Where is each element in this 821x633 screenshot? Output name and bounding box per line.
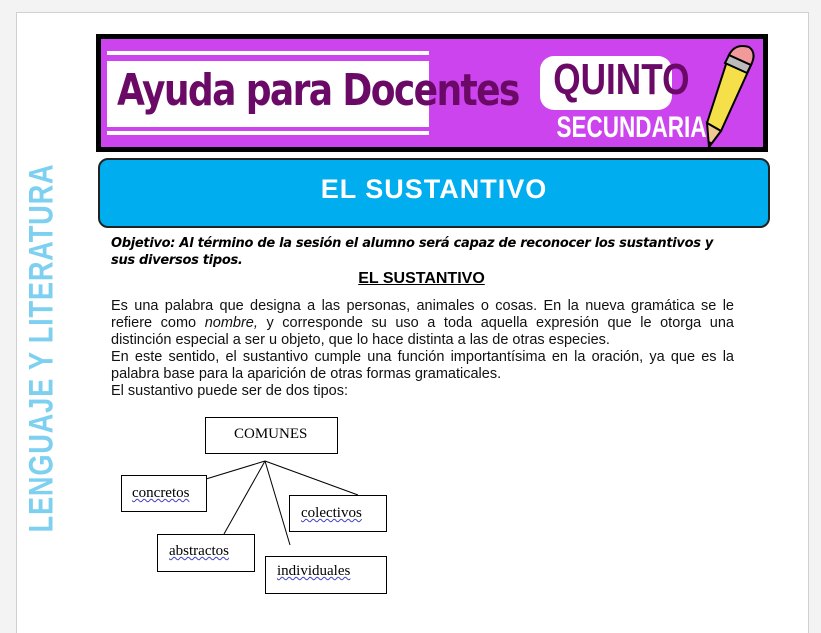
diagram-node: concretos bbox=[121, 475, 207, 512]
section-heading: EL SUSTANTIVO bbox=[358, 270, 485, 287]
subject-side-label: LENGUAJE Y LITERATURA bbox=[22, 163, 61, 533]
brand-logo-text: Ayuda para Docentes bbox=[117, 65, 519, 116]
paragraph-1: Es una palabra que designa a las personas, animales o cosas. En la nueva gramática se le refiere como nombre, y corresponde su uso a toda aquella expresión que le otorga una distinción especial a ser u objeto, que lo hace distinta a las de otras especies. bbox=[111, 298, 734, 348]
grade-label: QUINTO bbox=[553, 55, 690, 104]
diagram-node: abstractos bbox=[157, 534, 255, 572]
level-label: SECUNDARIA bbox=[556, 111, 707, 144]
objective-text: Objetivo: Al término de la sesión el alumno será capaz de reconocer los sustantivos y sus diversos tipos. bbox=[111, 236, 714, 268]
paragraph-3: El sustantivo puede ser de dos tipos: bbox=[111, 383, 348, 399]
paragraph-2: En este sentido, el sustantivo cumple una función importantísima en la oración, ya que es la palabra base para la aparición de otras formas gramaticales. bbox=[111, 349, 734, 382]
diagram-node-root: COMUNES bbox=[205, 417, 338, 454]
diagram-node: individuales bbox=[265, 556, 387, 594]
diagram-node: colectivos bbox=[289, 495, 387, 532]
lesson-title: EL SUSTANTIVO bbox=[320, 174, 548, 204]
